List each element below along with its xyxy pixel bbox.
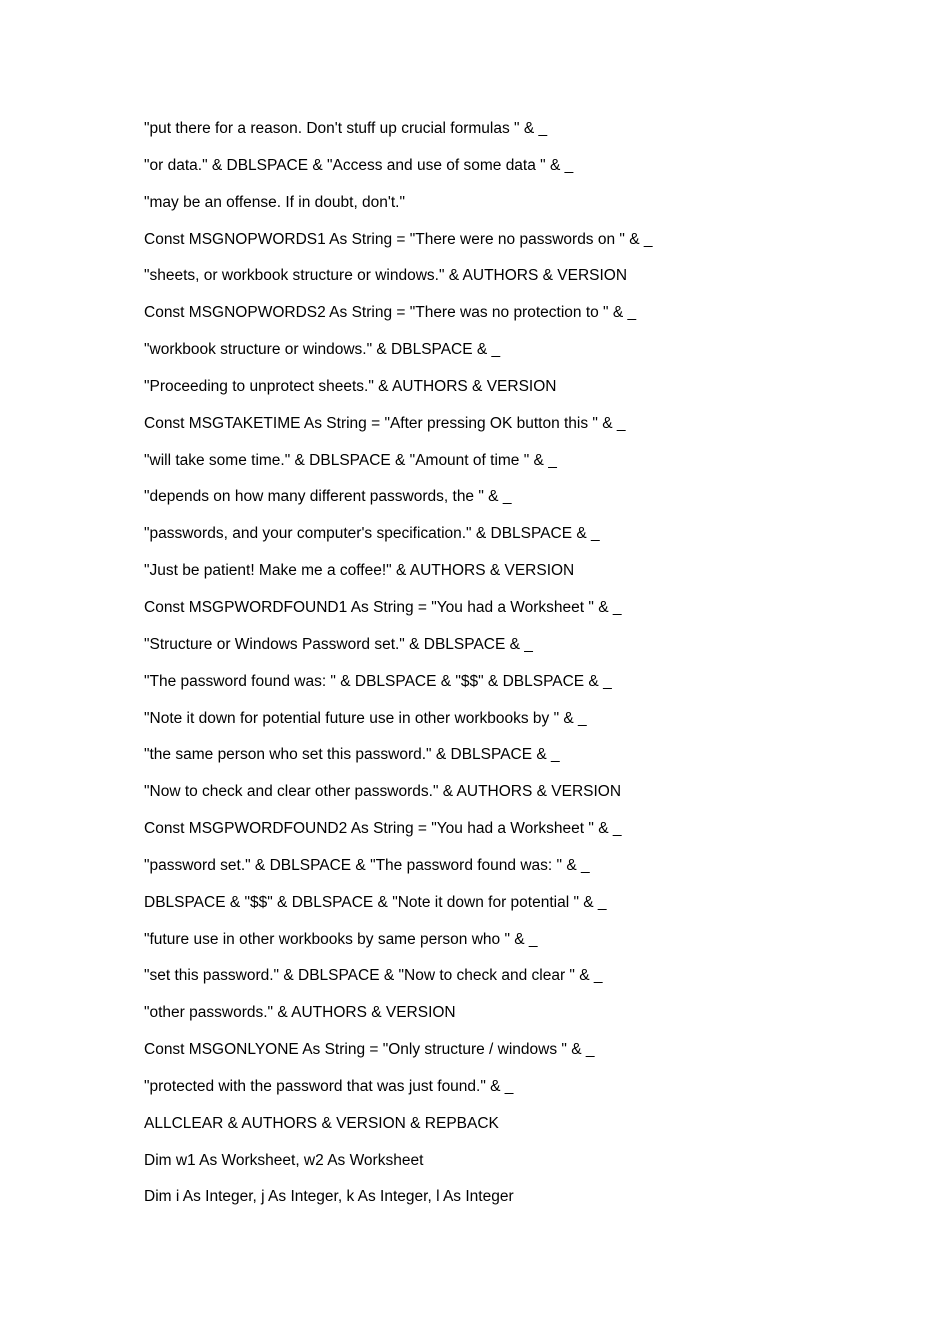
code-line-8: "Proceeding to unprotect sheets." & AUTHORS & VERSION — [144, 377, 557, 395]
code-line-17: "Note it down for potential future use in other workbooks by " & _ — [144, 709, 587, 727]
code-line-14: Const MSGPWORDFOUND1 As String = "You had a Worksheet " & _ — [144, 598, 622, 616]
code-line-29: Dim w1 As Worksheet, w2 As Worksheet — [144, 1151, 424, 1169]
code-line-21: "password set." & DBLSPACE & "The password found was: " & _ — [144, 856, 590, 874]
code-line-6: Const MSGNOPWORDS2 As String = "There was no protection to " & _ — [144, 304, 637, 322]
code-line-10: "will take some time." & DBLSPACE & "Amount of time " & _ — [144, 451, 557, 469]
code-line-28: ALLCLEAR & AUTHORS & VERSION & REPBACK — [144, 1114, 499, 1132]
code-line-27: "protected with the password that was just found." & _ — [144, 1077, 514, 1095]
code-listing — [144, 117, 924, 1222]
code-line-23: "future use in other workbooks by same person who " & _ — [144, 930, 538, 948]
code-line-5: "sheets, or workbook structure or windows." & AUTHORS & VERSION — [144, 267, 628, 285]
code-line-1: "put there for a reason. Don't stuff up crucial formulas " & _ — [144, 120, 548, 137]
code-line-13: "Just be patient! Make me a coffee!" & AUTHORS & VERSION — [144, 562, 575, 580]
code-line-18: "the same person who set this password." & DBLSPACE & _ — [144, 746, 560, 764]
code-line-3: "may be an offense. If in doubt, don't." — [144, 193, 405, 211]
code-line-15: "Structure or Windows Password set." & DBLSPACE & _ — [144, 635, 533, 653]
code-line-30: Dim i As Integer, j As Integer, k As Integer, l As Integer — [144, 1188, 514, 1206]
code-line-7: "workbook structure or windows." & DBLSPACE & _ — [144, 341, 501, 359]
code-line-2: "or data." & DBLSPACE & "Access and use of some data " & _ — [144, 156, 574, 174]
code-line-11: "depends on how many different passwords, the " & _ — [144, 488, 512, 506]
code-line-25: "other passwords." & AUTHORS & VERSION — [144, 1004, 456, 1022]
code-line-24: "set this password." & DBLSPACE & "Now to check and clear " & _ — [144, 967, 603, 985]
code-line-22: DBLSPACE & "$$" & DBLSPACE & "Note it down for potential " & _ — [144, 893, 607, 911]
code-line-16: "The password found was: " & DBLSPACE & "$$" & DBLSPACE & _ — [144, 672, 612, 690]
code-line-19: "Now to check and clear other passwords." & AUTHORS & VERSION — [144, 783, 622, 801]
code-line-20: Const MSGPWORDFOUND2 As String = "You had a Worksheet " & _ — [144, 820, 622, 838]
code-line-4: Const MSGNOPWORDS1 As String = "There were no passwords on " & _ — [144, 230, 653, 248]
code-line-9: Const MSGTAKETIME As String = "After pressing OK button this " & _ — [144, 414, 626, 432]
code-line-12: "passwords, and your computer's specification." & DBLSPACE & _ — [144, 525, 600, 543]
code-line-26: Const MSGONLYONE As String = "Only structure / windows " & _ — [144, 1041, 595, 1059]
